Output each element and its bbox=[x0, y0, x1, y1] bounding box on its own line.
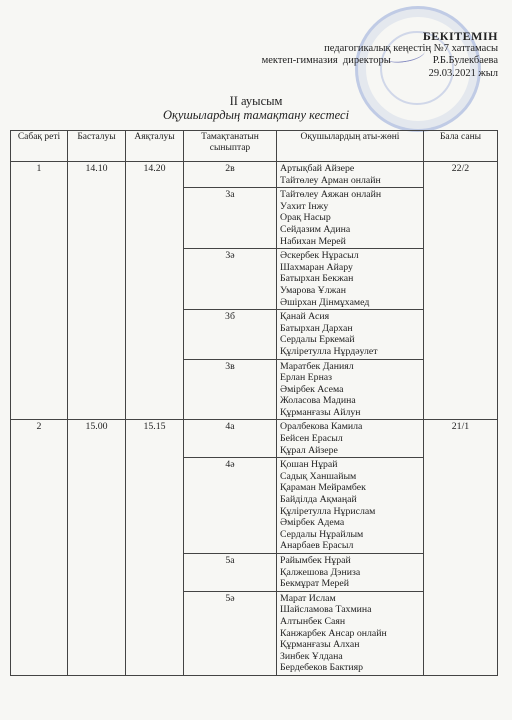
class-name-cell: 3в bbox=[184, 359, 277, 420]
header-end: Аяқталуы bbox=[126, 131, 184, 162]
class-name-cell: 5а bbox=[184, 554, 277, 592]
student-name: Уахит Інжу bbox=[280, 200, 329, 212]
student-name: Шайсламова Тахмина bbox=[280, 604, 372, 616]
student-name: Байділда Ақмаңай bbox=[280, 494, 357, 506]
table-header-row bbox=[11, 131, 498, 162]
student-names-cell bbox=[277, 188, 424, 249]
student-name: Набихан Мерей bbox=[280, 235, 346, 247]
start-time-cell: 15.00 bbox=[68, 420, 126, 675]
student-name: Қалжешова Дэниза bbox=[280, 566, 361, 578]
student-name: Бейсен Ерасыл bbox=[280, 433, 343, 445]
student-name: Сердалы Еркемай bbox=[280, 334, 355, 346]
student-name: Орақ Насыр bbox=[280, 212, 331, 224]
header-lesson-order: Сабақ реті bbox=[11, 131, 68, 162]
student-name: Умарова Ұлжан bbox=[280, 284, 346, 296]
student-name: Оралбекова Камила bbox=[280, 421, 363, 433]
start-time-cell: 14.10 bbox=[68, 162, 126, 420]
class-name-cell: 2в bbox=[184, 162, 277, 188]
student-name: Артықбай Айзере bbox=[280, 163, 355, 174]
meal-schedule-table bbox=[10, 130, 498, 676]
student-name: Қошан Нұрай bbox=[280, 459, 338, 471]
approval-block bbox=[262, 30, 498, 80]
student-names-cell bbox=[277, 249, 424, 310]
student-name: Алтынбек Саян bbox=[280, 615, 346, 627]
class-name-cell: 4а bbox=[184, 420, 277, 458]
approval-line-2: мектеп-гимназия директоры Р.Б.Булекбаева bbox=[261, 55, 498, 66]
class-name-cell: 5ә bbox=[184, 591, 277, 675]
class-name-cell: 3ә bbox=[184, 249, 277, 310]
student-name: Тайтөлеу Арман онлайн bbox=[280, 174, 381, 186]
student-name: Шахмаран Айару bbox=[280, 261, 353, 273]
header-start: Басталуы bbox=[68, 131, 126, 162]
student-name: Құліретулла Нұрдәулет bbox=[280, 345, 378, 357]
student-count-cell: 21/1 bbox=[424, 420, 498, 675]
approval-line-1: педагогикалық кеңестің №7 хаттамасы bbox=[324, 42, 498, 54]
student-name: Анарбаев Ерасыл bbox=[280, 540, 354, 552]
lesson-order-cell: 2 bbox=[11, 420, 68, 675]
student-name: Батырхан Дархан bbox=[280, 322, 353, 334]
student-name: Зинбек Ұлдана bbox=[280, 650, 343, 662]
approval-heading: БЕКІТЕМІН bbox=[422, 29, 498, 43]
student-name: Ерлан Ерназ bbox=[280, 372, 333, 384]
student-name: Әмірбек Асема bbox=[280, 383, 344, 395]
student-name: Сердалы Нұрайлым bbox=[280, 528, 364, 540]
class-name-cell: 3а bbox=[184, 188, 277, 249]
end-time-cell: 14.20 bbox=[126, 162, 184, 420]
header-student-count: Бала саны bbox=[424, 131, 498, 162]
student-names-cell bbox=[277, 359, 424, 420]
student-name: Марат Ислам bbox=[280, 592, 336, 604]
class-name-cell: 3б bbox=[184, 310, 277, 359]
table-row bbox=[11, 162, 498, 188]
student-name: Сейдазим Адина bbox=[280, 223, 351, 235]
student-name: Құрманғазы Алхан bbox=[280, 639, 360, 651]
approval-date: 29.03.2021 жыл bbox=[428, 67, 498, 79]
student-name: Әшірхан Дінмұхамед bbox=[280, 296, 370, 308]
student-name: Әмірбек Адема bbox=[280, 517, 345, 529]
student-name: Бердебеков Бактияр bbox=[280, 662, 364, 674]
student-names-cell bbox=[277, 591, 424, 675]
table-row bbox=[11, 420, 498, 458]
header-student-names: Оқушылардың аты-жөні bbox=[277, 131, 424, 162]
shift-label: II ауысым bbox=[229, 94, 283, 108]
student-names-cell bbox=[277, 458, 424, 554]
document-title bbox=[0, 94, 512, 122]
student-name: Қанай Асия bbox=[280, 311, 330, 323]
student-names-cell bbox=[277, 162, 424, 188]
student-names-cell bbox=[277, 310, 424, 359]
student-name: Қараман Мейрамбек bbox=[280, 482, 366, 494]
student-name: Жоласова Мадина bbox=[280, 395, 356, 407]
student-names-cell bbox=[277, 420, 424, 458]
header-classes: Тамақтанатын сыныптар bbox=[184, 131, 277, 162]
student-name: Райымбек Нұрай bbox=[280, 555, 351, 566]
student-name: Садық Ханшайым bbox=[280, 470, 357, 482]
student-name: Құрманғазы Айлун bbox=[280, 406, 361, 418]
student-name: Бекмұрат Мерей bbox=[280, 578, 349, 590]
student-count-cell: 22/2 bbox=[424, 162, 498, 420]
student-name: Канжарбек Ансар онлайн bbox=[280, 627, 387, 639]
student-name: Тайтөлеу Аяжан онлайн bbox=[280, 189, 382, 201]
student-name: Маратбек Даниял bbox=[280, 360, 354, 372]
lesson-order-cell: 1 bbox=[11, 162, 68, 420]
student-names-cell bbox=[277, 554, 424, 592]
end-time-cell: 15.15 bbox=[126, 420, 184, 675]
student-name: Батырхан Бекжан bbox=[280, 273, 354, 285]
schedule-title: Оқушылардың тамақтану кестесі bbox=[162, 108, 350, 122]
student-name: Құрал Айзере bbox=[280, 444, 338, 456]
class-name-cell: 4ә bbox=[184, 458, 277, 554]
student-name: Әскербек Нұрасыл bbox=[280, 250, 359, 262]
student-name: Құліретулла Нұрислам bbox=[280, 505, 376, 517]
